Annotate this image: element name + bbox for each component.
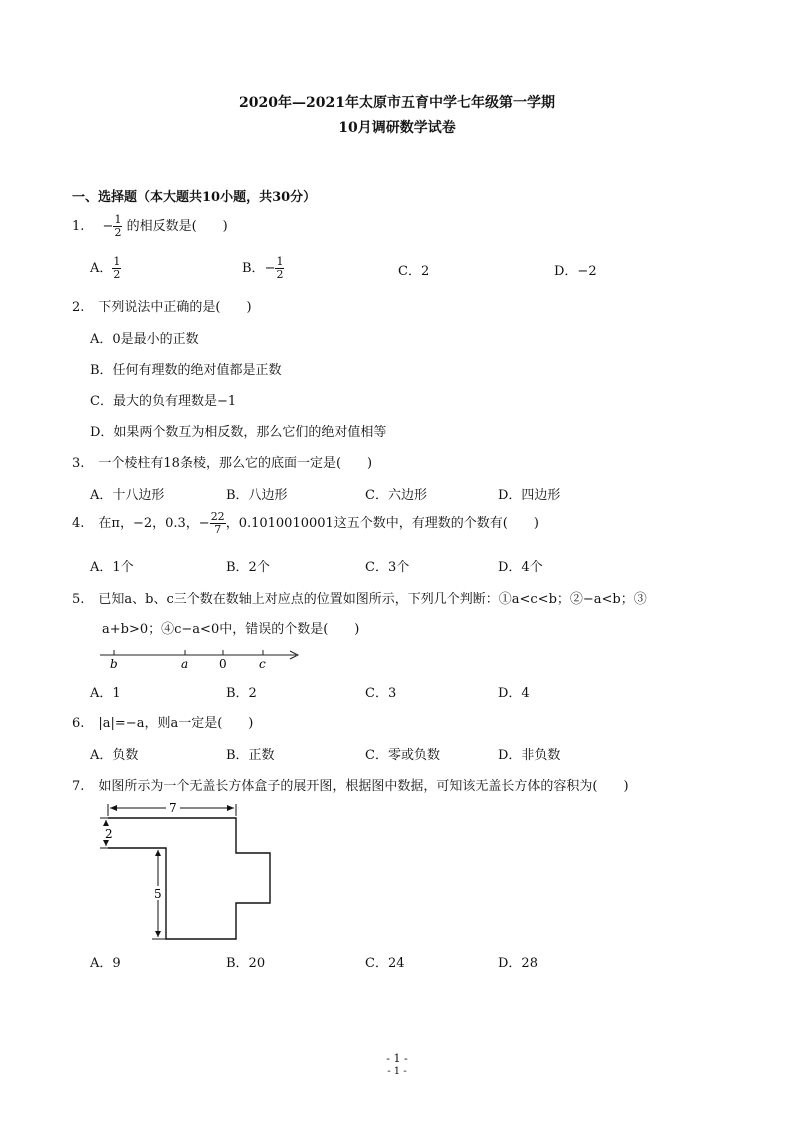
page-number-secondary: - 1 - <box>387 1066 407 1077</box>
question-number: 1. <box>72 219 85 234</box>
question-number: 3. <box>72 456 85 471</box>
question-text: |a|=−a，则a一定是( ) <box>98 716 254 731</box>
dim-label-big: 5 <box>154 887 162 901</box>
option-c[interactable]: C．2 <box>398 264 430 279</box>
option-b[interactable]: B．八边形 <box>226 488 288 503</box>
option-c[interactable]: C．零或负数 <box>365 748 440 763</box>
section-heading: 一、选择题（本大题共10小题，共30分） <box>72 190 317 205</box>
arrowhead <box>227 805 234 811</box>
option-a[interactable]: A．负数 <box>90 748 139 763</box>
option-d[interactable]: D．4 <box>498 686 530 701</box>
question-5 <box>72 588 647 607</box>
question-2 <box>72 296 252 315</box>
dim-label-top: 7 <box>169 801 177 815</box>
axis-label-b: b <box>110 657 118 671</box>
option-a[interactable]: A． $\frac{1}{2}$ <box>90 255 121 281</box>
question-number: 7. <box>72 779 85 794</box>
axis-label-0: 0 <box>219 657 227 671</box>
option-c[interactable]: C．六边形 <box>365 488 427 503</box>
question-number: 6. <box>72 716 85 731</box>
option-a[interactable]: A．0是最小的正数 <box>90 332 199 347</box>
axis-label-c: c <box>259 657 266 671</box>
option-d[interactable]: D．四边形 <box>498 488 561 503</box>
question-6 <box>72 712 253 731</box>
option-c[interactable]: C．3个 <box>365 560 410 575</box>
option-a[interactable]: A．9 <box>90 956 121 971</box>
option-b[interactable]: B．− $\frac{1}{2}$ <box>242 255 284 281</box>
option-c[interactable]: C．3 <box>365 686 397 701</box>
net-outline <box>108 818 270 939</box>
question-text: 已知a、b、c三个数在数轴上对应点的位置如图所示，下列几个判断：①a<c<b；②−a<b；③ <box>98 592 647 607</box>
question-text: 一个棱柱有18条棱，那么它的底面一定是( ) <box>98 456 373 471</box>
option-c[interactable]: C．最大的负有理数是−1 <box>90 394 237 409</box>
question-text: 的相反数是( ) <box>126 219 228 234</box>
option-d[interactable]: D．−2 <box>554 264 597 279</box>
number-line-figure <box>96 645 306 671</box>
question-number: 5. <box>72 592 85 607</box>
option-d[interactable]: D．28 <box>498 956 538 971</box>
option-b[interactable]: B．20 <box>226 956 266 971</box>
axis-label-a: a <box>181 657 189 671</box>
option-a[interactable]: A．十八边形 <box>90 488 165 503</box>
option-b[interactable]: B．正数 <box>226 748 275 763</box>
option-d[interactable]: D．4个 <box>498 560 543 575</box>
page-title-line1: 2020年—2021年太原市五育中学七年级第一学期 <box>239 95 555 111</box>
dim-label-small: 2 <box>105 827 113 841</box>
question-number: 2. <box>72 300 85 315</box>
option-b[interactable]: B．2 <box>226 686 257 701</box>
page-title-line2: 10月调研数学试卷 <box>338 120 456 136</box>
question-4: 4. 在π，−2，0.3，− $\frac{22}{7}$ ，0.1010010001这五个数中，有理数的个数有( ) <box>72 510 539 536</box>
option-b[interactable]: B．任何有理数的绝对值都是正数 <box>90 363 282 378</box>
option-c[interactable]: C．24 <box>365 956 405 971</box>
option-d[interactable]: D．非负数 <box>498 748 561 763</box>
option-d[interactable]: D．如果两个数互为相反数，那么它们的绝对值相等 <box>90 425 387 440</box>
fraction: $\frac{22}{7}$ <box>210 510 225 536</box>
fraction: $\frac{1}{2}$ <box>114 213 122 239</box>
question-3 <box>72 452 372 471</box>
option-a[interactable]: A．1 <box>90 686 121 701</box>
option-a[interactable]: A．1个 <box>90 560 134 575</box>
option-b[interactable]: B．2个 <box>226 560 270 575</box>
question-1 <box>72 214 228 239</box>
question-7 <box>72 775 629 794</box>
arrowhead <box>110 805 117 811</box>
page-number: - 1 - <box>386 1052 408 1065</box>
question-text: 下列说法中正确的是( ) <box>98 300 252 315</box>
question-text: 如图所示为一个无盖长方体盒子的展开图，根据图中数据，可知该无盖长方体的容积为( ) <box>98 779 629 794</box>
question-number: 4. <box>72 516 85 531</box>
question-text-line2: a+b>0；④c−a<0中，错误的个数是( ) <box>102 622 360 637</box>
box-net-figure <box>96 798 286 948</box>
minus-sign: − <box>102 219 114 234</box>
